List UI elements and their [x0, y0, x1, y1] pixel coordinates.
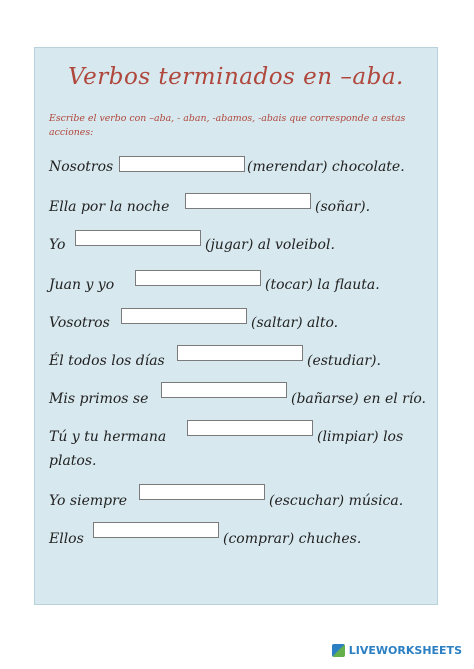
sentence-before: Vosotros: [49, 315, 110, 331]
sentence-before: Ellos: [49, 531, 84, 547]
sentence-2-after: (soñar).: [315, 199, 371, 215]
liveworksheets-logo-icon: [332, 644, 345, 657]
sentence-10-after: (comprar) chuches.: [223, 531, 362, 547]
instructions: Escribe el verbo con –aba, - aban, -abamos, -abais que corresponde a estas acciones:: [49, 113, 406, 138]
answer-input-6[interactable]: [177, 345, 303, 361]
sentence-8-continuation: platos.: [49, 453, 97, 469]
sentence-8: [49, 428, 166, 446]
sentence-7: [49, 390, 148, 408]
answer-input-9[interactable]: [139, 484, 265, 500]
sentence-5-after: (saltar) alto.: [251, 315, 339, 331]
sentence-1: [49, 158, 113, 176]
sentence-7-after: (bañarse) en el río.: [291, 391, 426, 407]
answer-input-2[interactable]: [185, 193, 311, 209]
sentence-1-after: (merendar) chocolate.: [247, 159, 405, 175]
sentence-before: Yo siempre: [49, 493, 128, 509]
sentence-10: [49, 530, 84, 548]
sentence-before: Mis primos se: [49, 391, 149, 407]
answer-input-3[interactable]: [75, 230, 201, 246]
sentence-before: Él todos los días: [49, 353, 165, 369]
sentence-before: Ella por la noche: [49, 199, 170, 215]
sentence-6-after: (estudiar).: [307, 353, 381, 369]
sentence-4: [49, 276, 114, 294]
sentence-5: [49, 314, 110, 332]
sentence-before: Nosotros: [49, 159, 114, 175]
sentence-before: Juan y yo: [49, 277, 115, 293]
worksheet: [34, 47, 438, 605]
sentence-before: Yo: [49, 237, 66, 253]
answer-input-1[interactable]: [119, 156, 245, 172]
answer-input-5[interactable]: [121, 308, 247, 324]
brand-name: LIVEWORKSHEETS: [348, 643, 462, 657]
sentence-4-after: (tocar) la flauta.: [265, 277, 380, 293]
sentence-6: [49, 352, 165, 370]
sentence-3: [49, 236, 65, 254]
liveworksheets-footer: [332, 641, 462, 659]
sentence-9: [49, 492, 127, 510]
sentence-before: Tú y tu hermana: [49, 429, 167, 445]
answer-input-4[interactable]: [135, 270, 261, 286]
sentence-9-after: (escuchar) música.: [269, 493, 404, 509]
answer-input-10[interactable]: [93, 522, 219, 538]
answer-input-7[interactable]: [161, 382, 287, 398]
sentence-8-after: (limpiar) los: [317, 429, 404, 445]
worksheet-title: Verbos terminados en –aba.: [68, 64, 404, 90]
sentence-2: [49, 198, 169, 216]
answer-input-8[interactable]: [187, 420, 313, 436]
sentence-3-after: (jugar) al voleibol.: [205, 237, 335, 253]
